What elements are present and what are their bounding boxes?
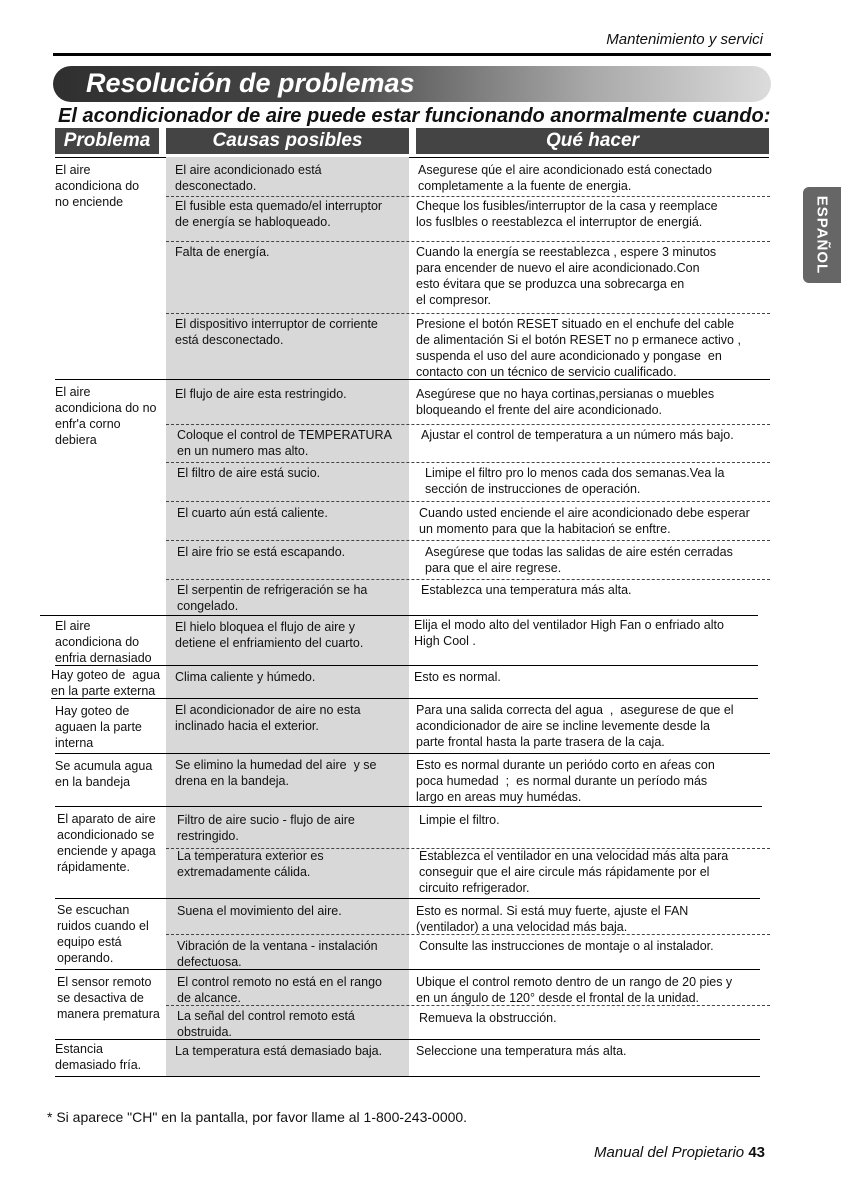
problem-cell: acondiciona do xyxy=(55,179,140,193)
action-cell: parte frontal hasta la parte trasera de la caja. xyxy=(416,735,665,749)
cause-cell: inclinado hacia el exterior. xyxy=(175,719,319,733)
problem-cell: acondiciona do no xyxy=(55,401,157,415)
cause-cell: El hielo bloquea el flujo de aire y xyxy=(175,620,355,634)
cause-cell: El dispositivo interruptor de corriente xyxy=(175,317,378,331)
cause-cell: El serpentin de refrigeración se ha xyxy=(177,583,368,597)
cause-cell: de alcance. xyxy=(177,991,241,1005)
title-banner xyxy=(53,66,771,102)
action-cell: los fuslbles o reestablezca el interruptor de energiá. xyxy=(416,215,703,229)
problem-cell: Se acumula agua xyxy=(55,759,153,773)
cause-cell: obstruida. xyxy=(177,1025,232,1039)
language-tab-label: ESPAÑOL xyxy=(813,195,831,275)
cause-cell: de energía se habloqueado. xyxy=(175,215,331,229)
action-cell: Consulte las instrucciones de montaje o al instalador. xyxy=(419,939,714,953)
problem-cell: se desactiva de xyxy=(57,991,144,1005)
action-cell: Elija el modo alto del ventilador High Fan o enfriado alto xyxy=(414,618,724,632)
action-cell: acondicionador de aire se incline levemente desde la xyxy=(416,719,710,733)
action-cell: para encender de nuevo el aire acondicionado.Con xyxy=(416,261,700,275)
action-cell: Limpie el filtro. xyxy=(419,813,500,827)
group-separator xyxy=(55,806,762,807)
action-cell: para que el aire regrese. xyxy=(425,561,562,575)
cause-cell: El acondicionador de aire no esta xyxy=(175,703,361,717)
column-header-causes: Causas posibles xyxy=(166,128,409,154)
group-separator xyxy=(55,379,770,380)
row-separator xyxy=(166,313,770,314)
problem-cell: demasiado fría. xyxy=(55,1058,142,1072)
cause-cell: La temperatura está demasiado baja. xyxy=(175,1044,383,1058)
problem-cell: no enciende xyxy=(55,195,124,209)
problem-cell: enfria dernasiado xyxy=(55,651,152,665)
row-separator xyxy=(166,501,770,502)
problem-cell: enciende y apaga xyxy=(57,844,156,858)
action-cell: circuito refrigerador. xyxy=(419,881,530,895)
cause-cell: detiene el enfriamiento del cuarto. xyxy=(175,636,364,650)
row-separator xyxy=(166,540,770,541)
row-separator xyxy=(166,579,770,580)
action-cell: un momento para que la habitacioń se enftre. xyxy=(419,522,671,536)
action-cell: High Cool . xyxy=(414,634,476,648)
problem-cell: operando. xyxy=(57,951,114,965)
action-cell: Para una salida correcta del agua , asegurese de que el xyxy=(416,703,734,717)
action-cell: Asegurese qúe el aire acondicionado está conectado xyxy=(418,163,712,177)
group-separator xyxy=(55,969,760,970)
action-cell: Esto es normal durante un periódo corto en aŕeas con xyxy=(416,758,715,772)
cause-cell: Clima caliente y húmedo. xyxy=(175,670,316,684)
action-cell: Ajustar el control de temperatura a un número más bajo. xyxy=(421,428,734,442)
action-cell: Cuando usted enciende el aire acondicionado debe esperar xyxy=(419,506,750,520)
language-tab xyxy=(803,187,841,283)
group-separator xyxy=(40,615,758,616)
footer-text: Manual del Propietario xyxy=(594,1144,745,1161)
cause-cell: drena en la bandeja. xyxy=(175,774,289,788)
action-cell: conseguir que el aire circule más rápidamente por el xyxy=(419,865,710,879)
cause-cell: El cuarto aún está caliente. xyxy=(177,506,328,520)
action-cell: de alimentación Si el botón RESET no p ermanece activo , xyxy=(416,333,741,347)
action-cell: Esto es normal. Si está muy fuerte, ajuste el FAN xyxy=(416,904,689,918)
action-cell: Limipe el filtro pro lo menos cada dos semanas.Vea la xyxy=(425,466,725,480)
problem-cell: El aire xyxy=(55,385,91,399)
problem-cell: El aire xyxy=(55,163,91,177)
problem-cell: en la bandeja xyxy=(55,775,131,789)
cause-cell: El aire acondicionado está xyxy=(175,163,322,177)
problem-cell: interna xyxy=(55,736,94,750)
problem-cell: acondicionado se xyxy=(57,828,155,842)
cause-cell: El filtro de aire está sucio. xyxy=(177,466,321,480)
cause-cell: El fusible esta quemado/el interruptor xyxy=(175,199,383,213)
action-cell: Remueva la obstrucción. xyxy=(419,1011,557,1025)
cause-cell: La señal del control remoto está xyxy=(177,1009,355,1023)
problem-cell: Hay goteo de agua xyxy=(51,668,161,682)
row-separator xyxy=(166,196,770,197)
problem-cell: manera prematura xyxy=(57,1007,160,1021)
cause-cell: en un numero mas alto. xyxy=(177,444,309,458)
action-cell: suspenda el uso del aure acondicionado y pongase en xyxy=(416,349,722,363)
problem-cell: El sensor remoto xyxy=(57,975,152,989)
problem-cell: ruidos cuando el xyxy=(57,919,149,933)
problem-cell: enfr'a corno xyxy=(55,417,121,431)
row-separator xyxy=(166,424,770,425)
action-cell: Cheque los fusibles/interruptor de la casa y reemplace xyxy=(416,199,718,213)
row-separator xyxy=(166,241,770,242)
group-separator xyxy=(55,1039,760,1040)
cause-cell: El control remoto no está en el rango xyxy=(177,975,382,989)
cause-cell: congelado. xyxy=(177,599,239,613)
row-separator xyxy=(166,462,770,463)
column-header-problem: Problema xyxy=(55,128,159,154)
action-cell: Seleccione una temperatura más alta. xyxy=(416,1044,627,1058)
row-separator xyxy=(166,848,770,849)
action-cell: en un ángulo de 120° desde el frontal de la unidad. xyxy=(416,991,700,1005)
problem-cell: Se escuchan xyxy=(57,903,130,917)
problem-cell: equipo está xyxy=(57,935,122,949)
action-cell: Establezca el ventilador en una velocidad más alta para xyxy=(419,849,729,863)
action-cell: (ventilador) a una velocidad más baja. xyxy=(416,920,628,934)
group-separator xyxy=(51,698,758,699)
problem-cell: rápidamente. xyxy=(57,860,130,874)
problem-cell: El aparato de aire xyxy=(57,812,156,826)
cause-cell: El flujo de aire esta restringido. xyxy=(175,387,347,401)
problem-cell: aguaen la parte xyxy=(55,720,142,734)
action-cell: esto évitara que se produzca una sobrecarga en xyxy=(416,277,685,291)
column-header-action: Qué hacer xyxy=(416,128,769,154)
page-title: Resolución de problemas xyxy=(86,68,415,98)
action-cell: completamente a la fuente de energia. xyxy=(418,179,632,193)
cause-cell: está desconectado. xyxy=(175,333,284,347)
problem-cell: Hay goteo de xyxy=(55,704,130,718)
action-cell: Presione el botón RESET situado en el enchufe del cable xyxy=(416,317,735,331)
cause-cell: Falta de energía. xyxy=(175,245,270,259)
action-cell: el compresor. xyxy=(416,293,492,307)
action-cell: poca humedad ; es normal durante un período más xyxy=(416,774,708,788)
cause-cell: desconectado. xyxy=(175,179,257,193)
header-rule xyxy=(53,53,771,56)
problem-cell: acondiciona do xyxy=(55,635,140,649)
cause-cell: Filtro de aire sucio - flujo de aire xyxy=(177,813,355,827)
cause-cell: restringido. xyxy=(177,829,239,843)
cause-cell: Se elimino la humedad del aire y se xyxy=(175,758,377,772)
action-cell: sección de instrucciones de operación. xyxy=(425,482,641,496)
row-separator xyxy=(166,1005,770,1006)
action-cell: contacto con un técnico de servicio cualificado. xyxy=(416,365,677,379)
problem-cell: en la parte externa xyxy=(51,684,156,698)
group-separator xyxy=(55,1076,760,1077)
action-cell: Asegúrese que todas las salidas de aire estén cerradas xyxy=(425,545,733,559)
problem-cell: El aire xyxy=(55,619,91,633)
action-cell: Esto es normal. xyxy=(414,670,501,684)
action-cell: Establezca una temperatura más alta. xyxy=(421,583,632,597)
cause-cell: La temperatura exterior es xyxy=(177,849,324,863)
cause-cell: defectuosa. xyxy=(177,955,242,969)
header-divider xyxy=(55,157,769,158)
action-cell: largo en areas muy humédas. xyxy=(416,790,582,804)
action-cell: Cuando la energía se reestablezca , espere 3 minutos xyxy=(416,245,717,259)
action-cell: Ubique el control remoto dentro de un rango de 20 pies y xyxy=(416,975,733,989)
page-footer xyxy=(594,1144,765,1161)
problem-cell: Estancia xyxy=(55,1042,103,1056)
group-separator xyxy=(55,665,758,666)
cause-cell: El aire frio se está escapando. xyxy=(177,545,346,559)
group-separator xyxy=(55,753,770,754)
cause-cell: Suena el movimiento del aire. xyxy=(177,904,342,918)
footnote: * Si aparece "CH" en la pantalla, por favor llame al 1-800-243-0000. xyxy=(47,1109,468,1125)
page-number: 43 xyxy=(748,1144,765,1161)
row-separator xyxy=(166,934,770,935)
cause-cell: Coloque el control de TEMPERATURA xyxy=(177,428,392,442)
page-subtitle: El acondicionador de aire puede estar funcionando anormalmente cuando: xyxy=(58,105,771,127)
action-cell: bloqueando el frente del aire acondicionado. xyxy=(416,403,663,417)
cause-cell: extremadamente cálida. xyxy=(177,865,311,879)
problem-cell: debiera xyxy=(55,433,97,447)
cause-cell: Vibración de la ventana - instalación xyxy=(177,939,378,953)
action-cell: Asegúrese que no haya cortinas,persianas o muebles xyxy=(416,387,715,401)
section-header: Mantenimiento y servici xyxy=(606,31,763,48)
group-separator xyxy=(55,898,760,899)
